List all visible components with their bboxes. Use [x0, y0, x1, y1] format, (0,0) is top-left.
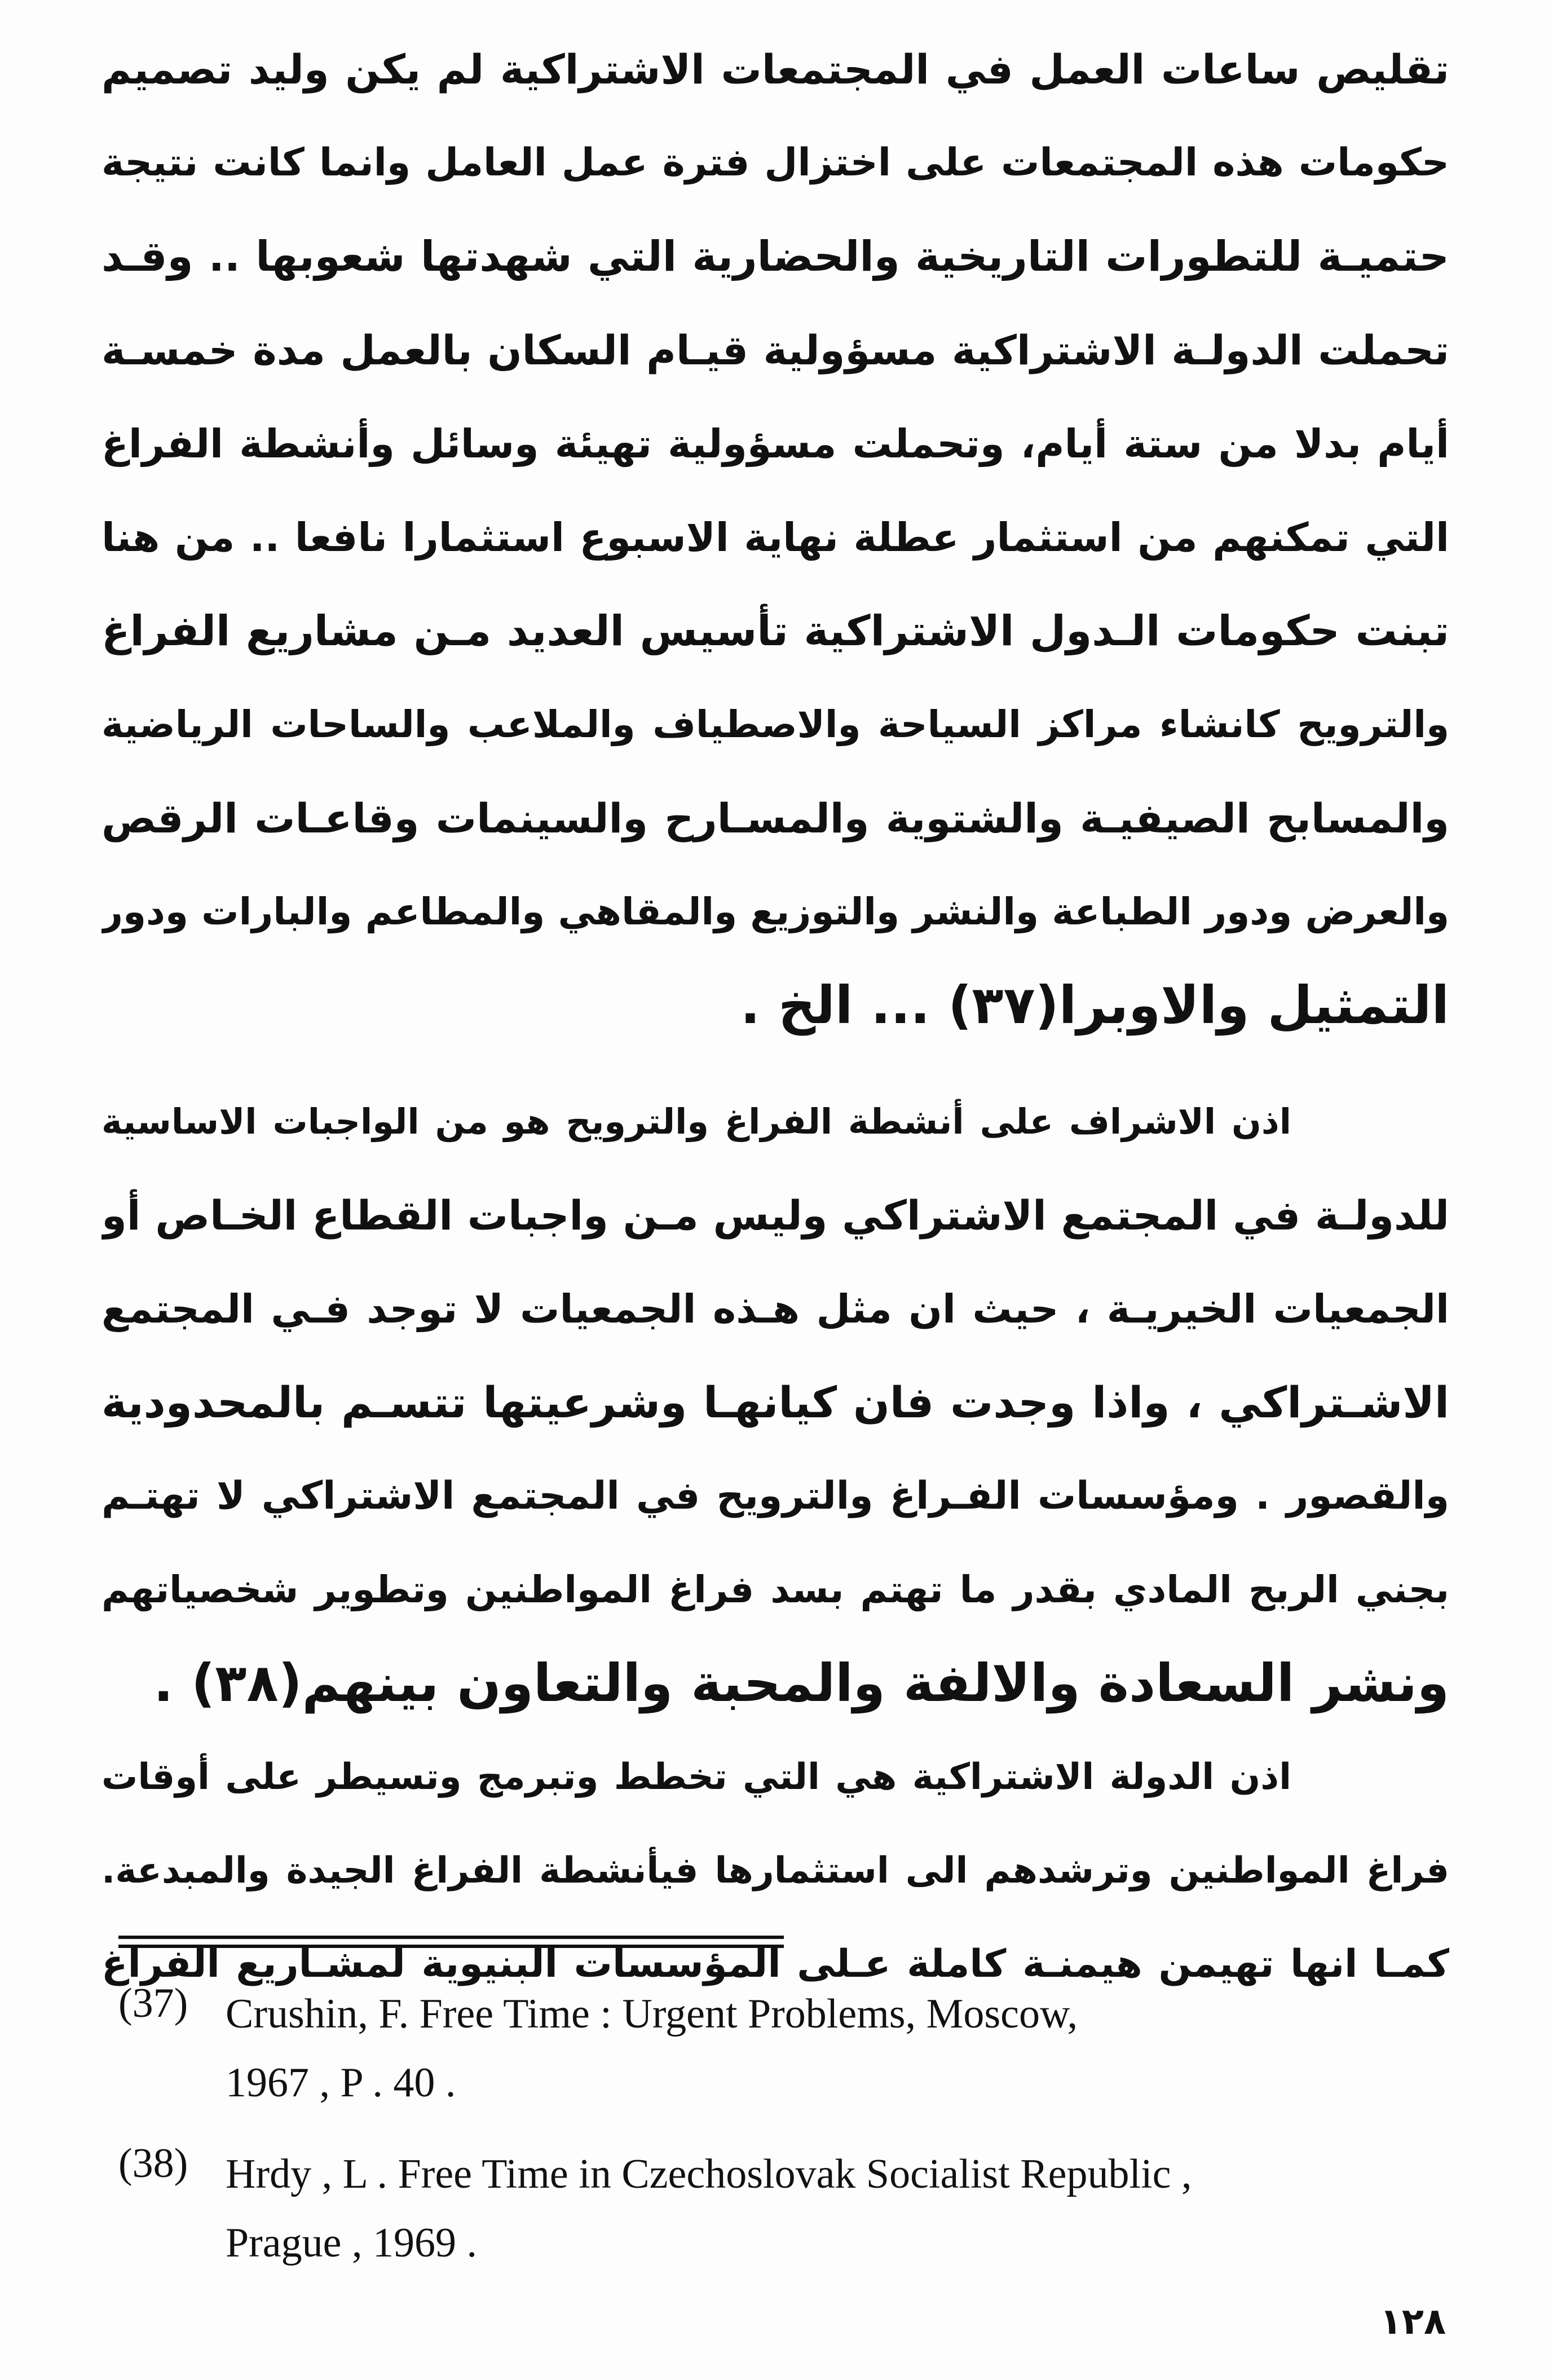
text-line: التي تمكنهم من استثمار عطلة نهاية الاسبوع استثمارا نافعا .. من هنا	[102, 514, 1449, 561]
text-line: والترويح كانشاء مراكز السياحة والاصطياف والملاعب والساحات الرياضية	[102, 703, 1449, 746]
paragraph-2	[102, 1075, 1449, 1730]
footnote-number: (37)	[118, 1980, 188, 2026]
text-line: كمـا انها تهيمن هيمنـة كاملة عـلى المؤسسات البنيوية لمشـاريع الفراغ	[102, 1942, 1449, 1986]
paragraph-1	[102, 23, 1449, 1052]
footnote-separator	[118, 1936, 784, 1939]
text-line: تقليص ساعات العمل في المجتمعات الاشتراكية لم يكن وليد تصميم	[102, 46, 1449, 93]
footnote-line: Hrdy , L . Free Time in Czechoslovak Socialist Republic ,	[226, 2151, 1192, 2197]
text-line: والعرض ودور الطباعة والنشر والتوزيع والمقاهي والمطاعم والبارات ودور	[102, 890, 1449, 933]
footnote-line: 1967 , P . 40 .	[226, 2060, 456, 2106]
footnote-38	[118, 2140, 1461, 2277]
arabic-body-text	[102, 23, 1449, 2011]
text-line: حكومات هذه المجتمعات على اختزال فترة عمل العامل وانما كانت نتيجة	[102, 140, 1449, 185]
footnotes	[118, 1980, 1461, 2300]
text-line: اذن الاشراف على أنشطة الفراغ والترويح هو من الواجبات الاساسية	[102, 1101, 1291, 1142]
text-line: أيام بدلا من ستة أيام، وتحملت مسؤولية تهيئة وسائل وأنشطة الفراغ	[102, 421, 1449, 467]
text-line: الجمعيات الخيريـة ، حيث ان مثل هـذه الجمعيات لا توجد فـي المجتمع	[102, 1286, 1449, 1332]
text-line: ونشر السعادة والالفة والمحبة والتعاون بينهم(٣٨) .	[153, 1653, 1449, 1713]
text-line: حتميـة للتطورات التاريخية والحضارية التي شهدتها شعوبها .. وقـد	[102, 232, 1449, 281]
text-line: فراغ المواطنين وترشدهم الى استثمارها فيأنشطة الفراغ الجيدة والمبدعة.	[102, 1850, 1449, 1892]
text-line: اذن الدولة الاشتراكية هي التي تخطط وتبرمج وتسيطر على أوقات	[102, 1756, 1291, 1798]
footnote-37	[118, 1980, 1461, 2117]
text-line: والقصور . ومؤسسات الفـراغ والترويح في المجتمع الاشتراكي لا تهتـم	[102, 1474, 1449, 1518]
text-line: بجني الربح المادي بقدر ما تهتم بسد فراغ المواطنين وتطوير شخصياتهم	[102, 1568, 1449, 1611]
text-line: للدولـة في المجتمع الاشتراكي وليس مـن واجبات القطاع الخـاص أو	[102, 1192, 1449, 1239]
footnote-text	[226, 2140, 1461, 2277]
paragraph-3	[102, 1730, 1449, 2011]
footnote-text	[226, 1980, 1461, 2117]
text-line: تحملت الدولـة الاشتراكية مسؤولية قيـام السكان بالعمل مدة خمسـة	[102, 327, 1449, 374]
footnote-line: Crushin, F. Free Time : Urgent Problems, Moscow,	[226, 1991, 1078, 2037]
footnote-separator	[118, 1945, 784, 1948]
text-line: الاشـتراكي ، واذا وجدت فان كيانهـا وشرعيتها تتسـم بالمحدودية	[102, 1377, 1449, 1427]
text-line: تبنت حكومات الـدول الاشتراكية تأسيس العديد مـن مشاريع الفراغ	[102, 607, 1449, 655]
footnote-number: (38)	[118, 2140, 188, 2187]
text-line: التمثيل والاوبرا(٣٧) ... الخ .	[740, 975, 1449, 1035]
page-number: ١٢٨	[1379, 2301, 1446, 2343]
footnote-line: Prague , 1969 .	[226, 2220, 477, 2266]
text-line: والمسابح الصيفيـة والشتوية والمسـارح والسينمات وقاعـات الرقص	[102, 795, 1449, 842]
